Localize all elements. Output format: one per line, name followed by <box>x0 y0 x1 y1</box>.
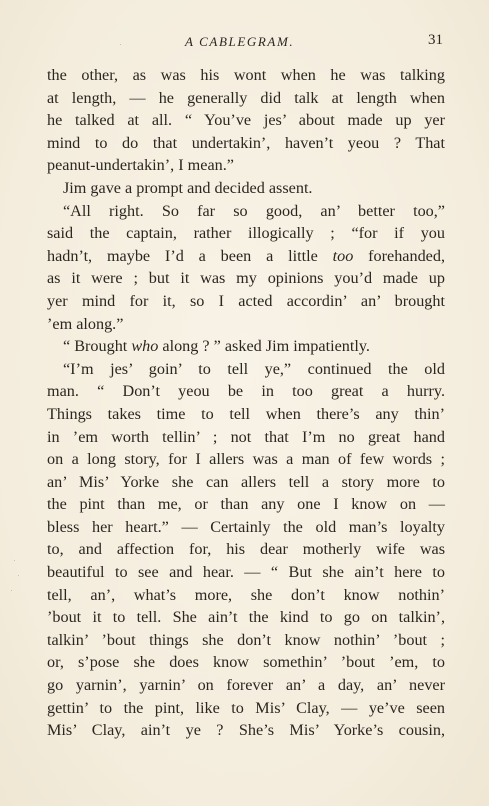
text-line: ’em along.” <box>47 314 124 333</box>
text-line: said the captain, rather illogically ; “for if you <box>47 224 445 243</box>
text-line: man. “ Don’t yeou be in too great a hurry. <box>47 382 445 401</box>
text-line: the other, as was his wont when he was talking <box>47 66 445 84</box>
text-line: Things takes time to tell when there’s any thin’ <box>47 404 445 423</box>
text-line: or, s’pose she does know somethin’ ’bout ’em, to <box>47 653 445 672</box>
text-line: on a long story, for I allers was a man of few words ; <box>47 450 445 469</box>
paper-speck <box>11 590 12 591</box>
text-line: talkin’ ’bout things she don’t know nothin’ ’bout ; <box>47 630 445 649</box>
text-line: to, and affection for, his dear motherly wife was <box>47 540 445 559</box>
text-line: go yarnin’, yarnin’ on forever an’ a day, an’ never <box>47 676 445 695</box>
emphasized-word: too <box>332 246 354 265</box>
text-line: “ Brought who along ? ” asked Jim impatiently. <box>63 337 370 356</box>
text-line: hadn’t, maybe I’d a been a little too forehanded, <box>47 246 445 265</box>
paper-speck <box>14 560 15 561</box>
page-number: 31 <box>428 32 443 48</box>
text-line: “All right. So far so good, an’ better too,” <box>63 201 445 220</box>
text-line: tell, an’, what’s more, she don’t know nothin’ <box>47 585 445 604</box>
text-line: an’ Mis’ Yorke she can allers tell a story more to <box>47 472 445 491</box>
body-text <box>47 64 445 742</box>
text-line: in ’em worth tellin’ ; not that I’m no great hand <box>47 427 445 446</box>
text-line: as it were ; but it was my opinions you’d made up <box>47 269 445 288</box>
text-line: “I’m jes’ goin’ to tell ye,” continued the old <box>63 359 445 378</box>
text-line: the pint than me, or than any one I know on — <box>47 495 445 514</box>
text-line: mind to do that undertakin’, haven’t yeou ? That <box>47 133 445 152</box>
emphasized-word: who <box>131 337 159 356</box>
text-line: Jim gave a prompt and decided assent. <box>63 178 313 197</box>
text-line: Mis’ Clay, ain’t ye ? She’s Mis’ Yorke’s cousin, <box>47 721 445 740</box>
text-line: he talked at all. “ You’ve jes’ about made up yer <box>47 111 445 130</box>
text-line: beautiful to see and hear. — “ But she ain’t here to <box>47 563 445 582</box>
text-line: gettin’ to the pint, like to Mis’ Clay, — ye’ve seen <box>47 698 445 717</box>
running-head: A CABLEGRAM. <box>185 34 295 49</box>
text-line: bless her heart.” — Certainly the old man’s loyalty <box>47 517 445 536</box>
text-line: peanut-undertakin’, I mean.” <box>47 156 234 175</box>
text-line: at length, — he generally did talk at length when <box>47 88 445 107</box>
paper-speck <box>120 44 121 45</box>
text-line: yer mind for it, so I acted accordin’ an’ brought <box>47 291 445 310</box>
paper-speck <box>18 575 19 576</box>
text-line: ’bout it to tell. She ain’t the kind to go on talkin’, <box>47 608 445 627</box>
